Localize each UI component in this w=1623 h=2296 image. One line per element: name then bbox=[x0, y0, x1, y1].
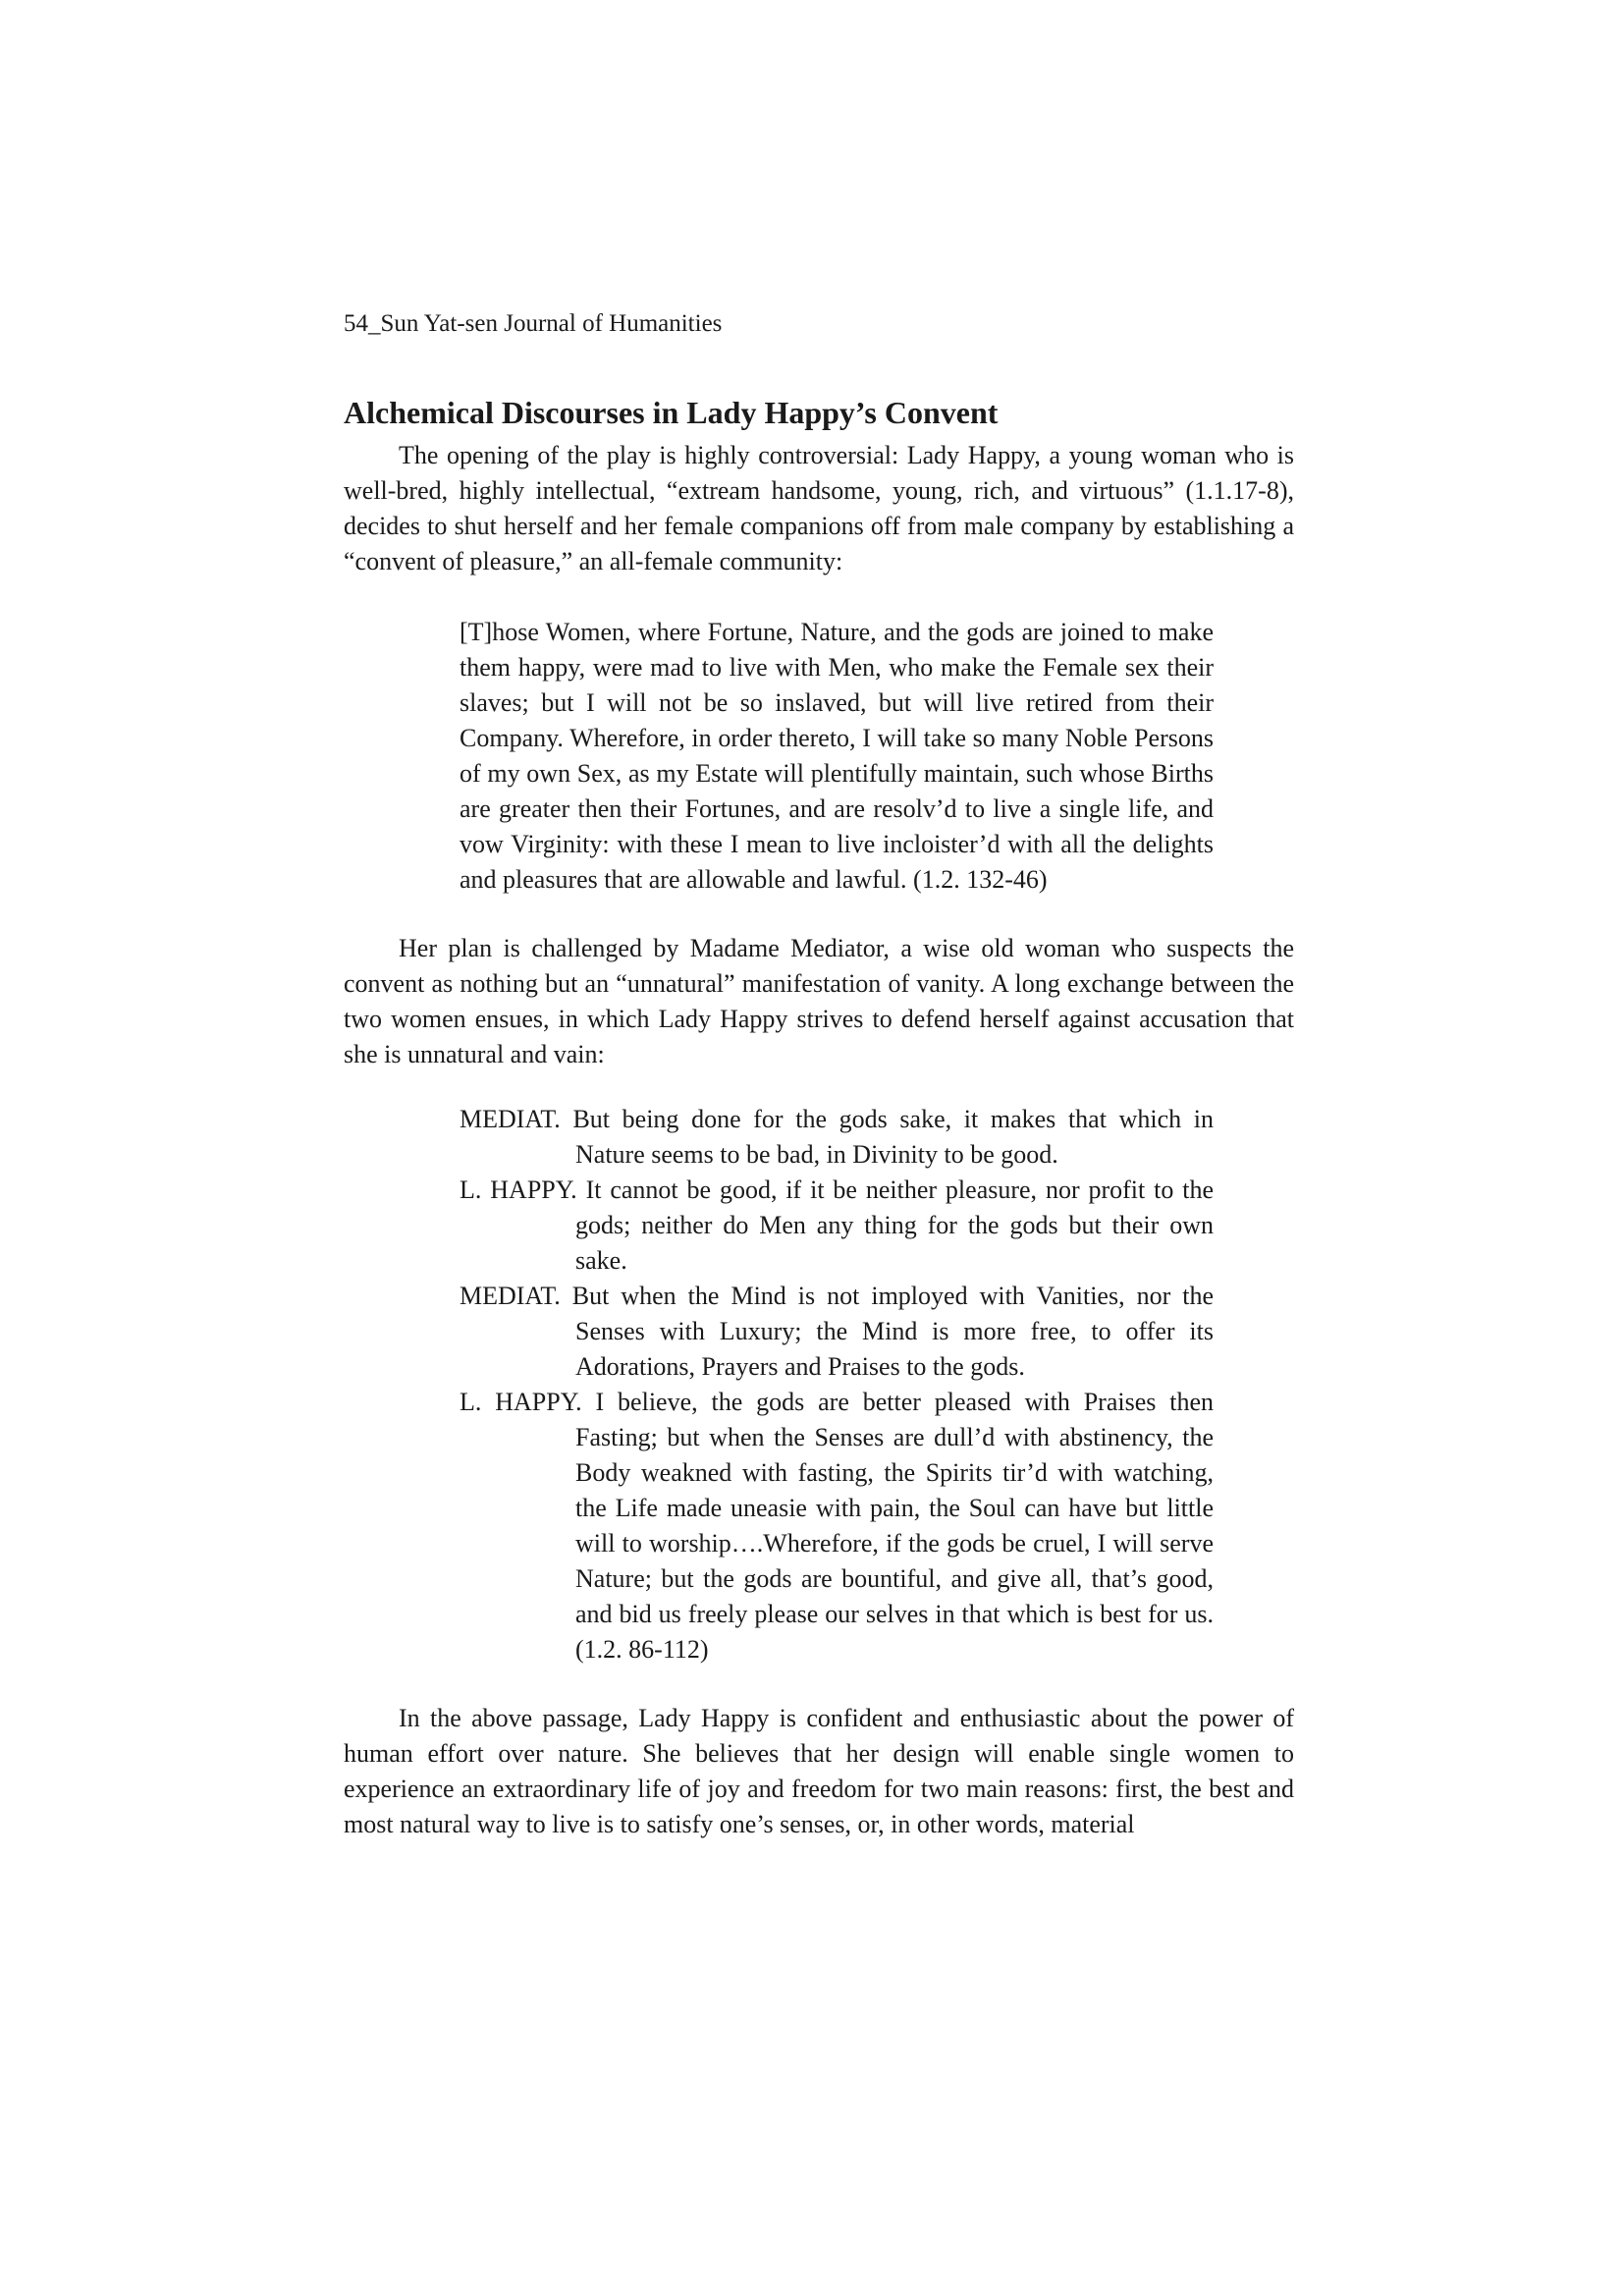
speaker-name: L. HAPPY. bbox=[460, 1388, 582, 1416]
speaker-name: L. HAPPY. bbox=[460, 1175, 577, 1204]
speech-text: But when the Mind is not imployed with Vanities, nor the Senses with Luxury; the Mind is more free, to offer its Adorations, Prayers and Praises to the gods. bbox=[571, 1282, 1215, 1381]
section-title: Alchemical Discourses in Lady Happy’s Convent bbox=[344, 395, 999, 430]
dialogue-line bbox=[460, 1173, 1214, 1279]
dialogue-line bbox=[460, 1102, 1214, 1173]
block-quote: [T]hose Women, where Fortune, Nature, and the gods are joined to make them happy, were mad to live with Men, who make the Female sex their slaves; but I will not be so inslaved, but will live retired from their Company. Wherefore, in order thereto, I will take so many Noble Persons of my own Sex, as my Estate will plentifully maintain, such whose Births are greater then their Fortunes, and are resolv’d to live a single life, and vow Virginity: with these I mean to live incloister’d with all the delights and pleasures that are allowable and lawful. (1.2. 132-46) bbox=[460, 618, 1214, 894]
journal-page bbox=[344, 306, 1294, 1842]
speech-text: I believe, the gods are better pleased with Praises then Fasting; but when the Senses are dull’d with abstinency, the Body weakned with fasting, the Spirits tir’d with watching, the Life made uneasie with pain, the Soul can have but little will to worship….Wherefore, if the gods be cruel, I will serve Nature; but the gods are bountiful, and give all, that’s good, and bid us freely please our selves in that which is best for us. (1.2. 86-112) bbox=[575, 1388, 1215, 1664]
paragraph-analysis: In the above passage, Lady Happy is confident and enthusiastic about the power of human effort over nature. She believes that her design will enable single women to experience an extraordinary life of joy and freedom for two main reasons: first, the best and most natural way to live is to satisfy one’s senses, or, in other words, material bbox=[344, 1704, 1294, 1838]
paragraph-intro: The opening of the play is highly controversial: Lady Happy, a young woman who is well-bred, highly intellectual, “extream handsome, young, rich, and virtuous” (1.1.17-8), decides to shut herself and her female companions off from male company by establishing a “convent of pleasure,” an all-female community: bbox=[344, 441, 1294, 575]
running-head: 54_Sun Yat-sen Journal of Humanities bbox=[344, 310, 723, 337]
speaker-name: MEDIAT. bbox=[460, 1282, 561, 1310]
dialogue-line bbox=[460, 1385, 1214, 1667]
dialogue-exchange bbox=[460, 1102, 1214, 1667]
speech-text: It cannot be good, if it be neither pleasure, nor profit to the gods; neither do Men any thing for the gods but their own sake. bbox=[575, 1175, 1215, 1275]
paragraph-challenge: Her plan is challenged by Madame Mediator, a wise old woman who suspects the convent as nothing but an “unnatural” manifestation of vanity. A long exchange between the two women ensues, in which Lady Happy strives to defend herself against accusation that she is unnatural and vain: bbox=[344, 934, 1294, 1068]
speech-text: But being done for the gods sake, it makes that which in Nature seems to be bad, in Divinity to be good. bbox=[572, 1105, 1214, 1169]
dialogue-line bbox=[460, 1279, 1214, 1385]
speaker-name: MEDIAT. bbox=[460, 1105, 561, 1133]
